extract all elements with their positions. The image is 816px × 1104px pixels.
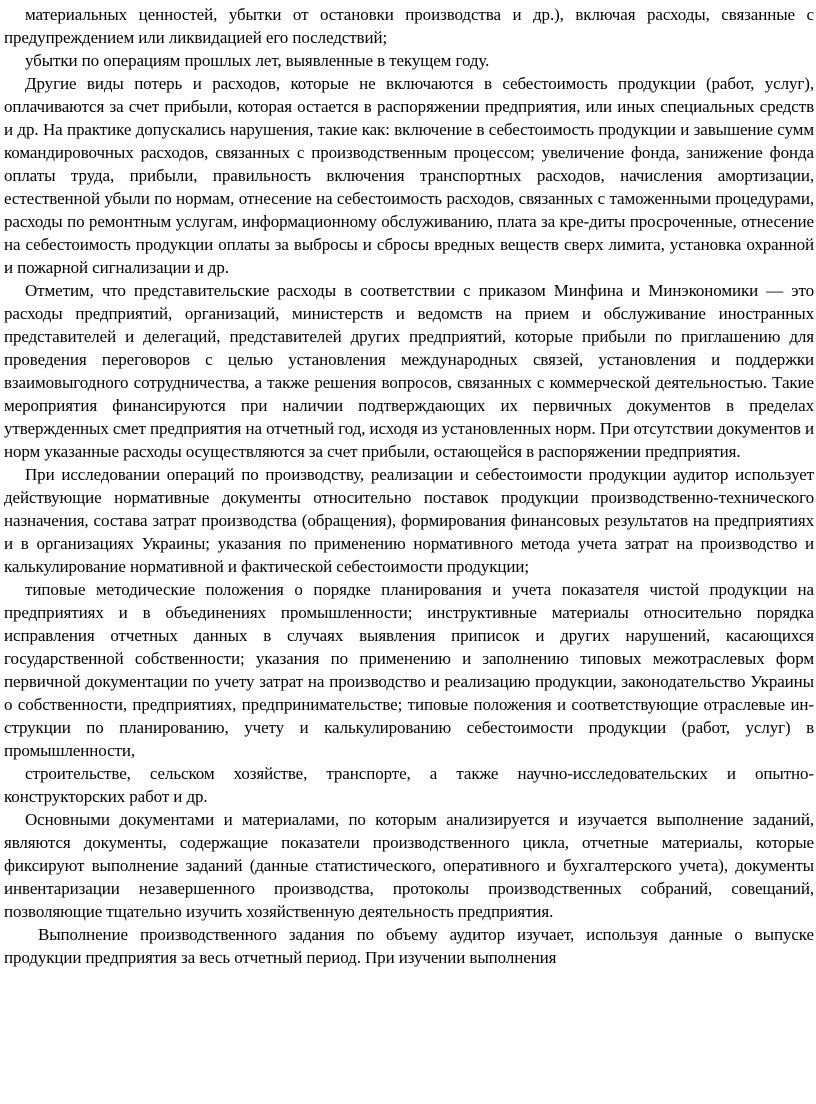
- paragraph-other-losses: Другие виды потерь и расходов, которые не включаются в себестоимость продукции (работ, услуг), оплачиваются за счет прибыли, которая остается в распоряжении предприятия, или иных специальных средств и др. На практике допускались нарушения, такие как: включение в себестоимость продукции и завышение сумм командировочных расходов, связанных с производственным процессом; увеличение фонда, занижение фонда оплаты труда, прибыли, правильность включения транспортных расходов, начисления амортизации, естественной убыли по нормам, отнесение на себестоимость расходов, связанных с таможенными процедурами, расходы по ремонтным услугам, информационному обслуживанию, плата за кре-диты просроченные, отнесение на себестоимость продукции оплаты за выбросы и сбросы вредных веществ сверх лимита, установка охранной и пожарной сигнализации и др.: [4, 74, 814, 277]
- paragraph-construction: строительстве, сельском хозяйстве, транспорте, а также научно-исследовательских и опытно-конструкторских работ и др.: [4, 764, 814, 806]
- paragraph-main-documents: Основными документами и материалами, по которым анализируется и изучается выполнение заданий, являются документы, содержащие показатели производственного цикла, отчетные материалы, которые фиксируют выполнение заданий (данные статистического, оперативного и бухгалтерского учета), документы инвентаризации незавершенного производства, протоколы производственных собраний, совещаний, позволяющие тщательно изучить хозяйственную деятельность предприятия.: [4, 810, 814, 921]
- paragraph-auditor-documents: При исследовании операций по производству, реализации и себестоимости продукции аудитор использует действующие нормативные документы относительно поставок продукции производственно-технического назначения, состава затрат производства (обращения), формирования финансовых результатов на предприятиях и в организациях Украины; указания по применению нормативного метода учета затрат на производство и калькулирование нормативной и фактической себестоимости продукции;: [4, 465, 814, 576]
- paragraph-typical-provisions: типовые методические положения о порядке планирования и учета показателя чистой продукции на предприятиях и в объединениях промышленности; инструктивные материалы относительно порядка исправления отчетных данных в случаях выявления приписок и других нарушений, касающихся государственной собственности; указания по применению и заполнению типовых межотраслевых форм первичной документации по учету затрат на производство и реализацию продукции, законодательство Украины о собственности, предприятиях, предпринимательстве; типовые положения и соответствующие отраслевые ин-струкции по планированию, учету и калькулированию себестоимости продукции (работ, услуг) в промышленности,: [4, 580, 814, 760]
- paragraph-representative-expenses: Отметим, что представительские расходы в соответствии с приказом Минфина и Минэкономики — это расходы предприятий, организаций, министерств и ведомств на прием и обслуживание иностранных представителей и делегаций, представителей других предприятий, которые прибыли по приглашению для проведения переговоров с целью установления международных связей, установления и поддержки взаимовыгодного сотрудничества, а также решения вопросов, связанных с коммерческой деятельностью. Такие мероприятия финансируются при наличии подтверждающих их первичных документов в пределах утвержденных смет предприятия на отчетный год, исходя из установленных норм. При отсутствии документов и норм указанные расходы осуществляются за счет прибыли, остающейся в распоряжении предприятия.: [4, 281, 814, 461]
- paragraph-losses-prior-years: убытки по операциям прошлых лет, выявленные в текущем году.: [25, 51, 490, 70]
- paragraph-production-task: Выполнение производственного задания по объему аудитор изучает, используя данные о выпуске продукции предприятия за весь отчетный период. При изучении выполнения: [4, 925, 814, 967]
- paragraph-continuation: материальных ценностей, убытки от остановки производства и др.), включая расходы, связанные с предупреждением или ликвидацией его последствий;: [4, 5, 814, 47]
